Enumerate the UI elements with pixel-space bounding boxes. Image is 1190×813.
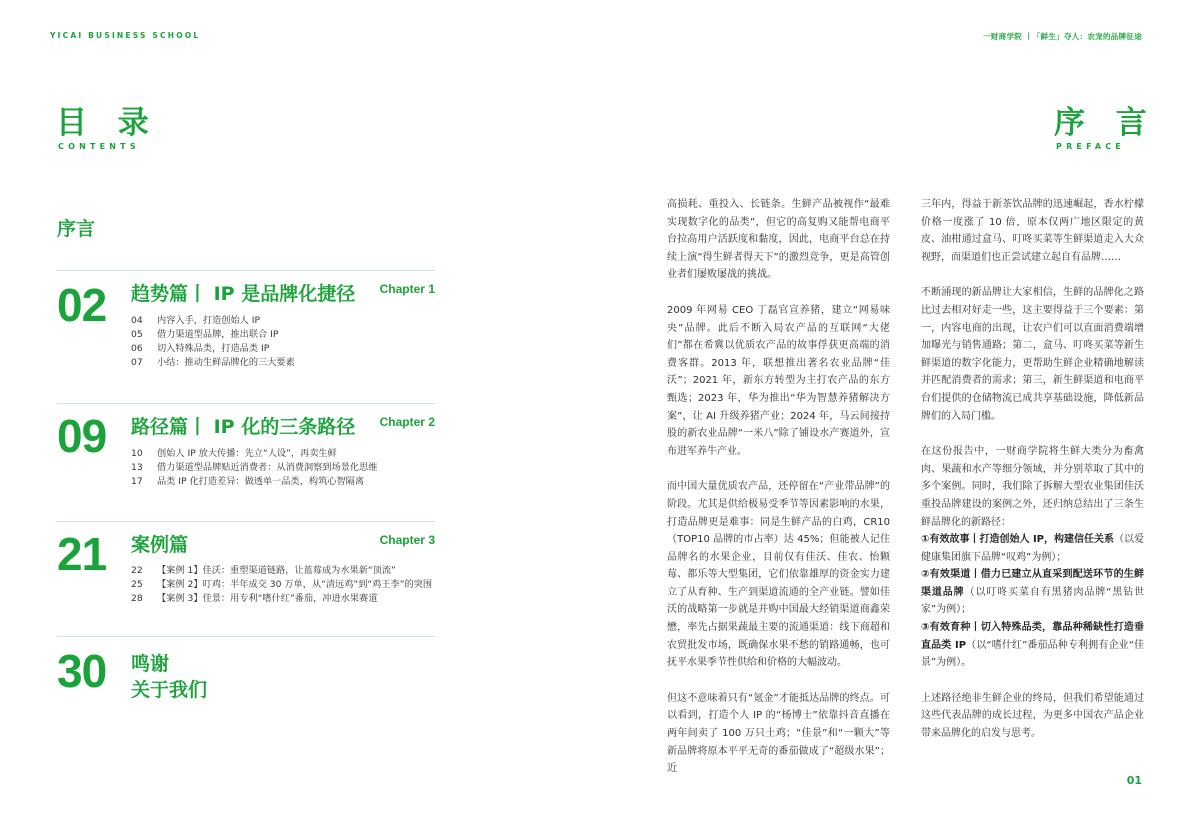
paragraph bbox=[921, 443, 1144, 672]
section-items bbox=[131, 314, 441, 370]
paragraph-text: 在这份报告中，一财商学院将生鲜大类分为畜禽肉、果蔬和水产等细分领域，并分别萃取了其中的多个案例。同时，我们除了拆解大型农业集团佳沃重投品牌建设的案例之外，还归纳总结出了三条生鲜品牌化的新路径： bbox=[921, 446, 1144, 528]
paragraph: 2009 年网易 CEO 丁磊官宣养猪，建立“网易味央”品牌。此后不断入局农产品的互联网“大佬们”都在希冀以优质农产品的故事俘获更高端的消费客群。2013 年，联想推出著名农业品牌“佳沃”；2021 年，新东方转型为主打农产品的东方甄选；2023 年，华为推出“华为智慧养猪解决方案”，让 AI 升级养猪产业；2024 年，马云间接持股的新农业品牌“一米八”除了铺设水产赛道外，宣布进军养牛产业。 bbox=[667, 304, 890, 457]
report-title: 一财商学院 丨「鲜生」夺人：农宠的品牌征途 bbox=[983, 32, 1142, 41]
toc-item[interactable]: 22 【案例 1】佳沃：重塑渠道链路，让蓝莓成为水果新“顶流” bbox=[131, 565, 396, 576]
path-1-note: （以爱健康集团旗下品牌“叹鸡”为例）； bbox=[921, 534, 1144, 563]
section-items bbox=[131, 447, 441, 489]
toc-item[interactable]: 05 借力渠道型品牌，推出联合 IP bbox=[131, 329, 279, 340]
section-title[interactable]: 趋势篇丨 IP 是品牌化捷径 bbox=[131, 283, 356, 305]
paragraph: 三年内，得益于新茶饮品牌的迅速崛起，香水柠檬价格一度涨了 10 倍，原本仅两广地区限定的黄皮、油柑通过盒马、叮咚买菜等生鲜渠道走入大众视野，而渠道们也正尝试建立起自有品牌…… bbox=[921, 199, 1144, 263]
preface-subtitle: PREFACE bbox=[1056, 142, 1125, 151]
paragraph: 上述路径绝非生鲜企业的终局，但我们希望能通过这些代表品牌的成长过程，为更多中国农产品企业带来品牌化的启发与思考。 bbox=[921, 692, 1144, 740]
section-items bbox=[131, 564, 441, 606]
preface-column-2 bbox=[921, 196, 1144, 761]
path-3-heading: ③有效育种丨切入特殊品类，靠品种稀缺性打造垂直品类 IP bbox=[921, 622, 1144, 651]
paragraph: 但这不意味着只有“氪金”才能抵达品牌的终点。可以看到，打造个人 IP 的“杨博士”依靠抖音直播在两年间卖了 100 万只土鸡；“佳景”和“一颗大”等新品牌将原本平平无奇的番茄做成了“超级水果”；近 bbox=[667, 692, 890, 775]
paragraph: 而中国大量优质农产品，还停留在“产业带品牌”的阶段。尤其是供给极易受季节等因素影响的水果，打造品牌更是难事：同是生鲜产品的白鸡，CR10（TOP10 品牌的市占率）达 45%；但能被人记住品牌名的水果企业，目前仅有佳沃、佳农、怡颗莓、都乐等大型集团，它们依靠雄厚的资金实力建立了从育种、生产到渠道流通的全产业链。譬如佳沃的战略第一步就是并购中国最大经销渠道商鑫荣懋，率先占据果蔬最主要的流通渠道：线下商超和农贸批发市场，既确保水果不愁的销路通畅，也可抚平水果季节性供给和价格的大幅波动。 bbox=[667, 481, 890, 669]
section-divider bbox=[57, 403, 435, 404]
paragraph: 高损耗、重投入、长链条。生鲜产品被视作“最难实现数字化的品类”，但它的高复购又能帮电商平台拉高用户活跃度和黏度，因此，电商平台总在持续上演“得生鲜者得天下”的激烈竞争，更是高管创业者们屡败屡战的挑战。 bbox=[667, 199, 890, 281]
brand-label: YICAI BUSINESS SCHOOL bbox=[50, 31, 201, 40]
section-divider bbox=[57, 521, 435, 522]
section-page-number[interactable]: 21 bbox=[57, 528, 107, 580]
section-title[interactable]: 案例篇 bbox=[131, 534, 189, 556]
toc-item[interactable]: 04 内容入手，打造创始人 IP bbox=[131, 315, 261, 326]
toc-section-4 bbox=[57, 636, 435, 706]
toc-item[interactable]: 10 创始人 IP 放大传播：先立“人设”，再卖生鲜 bbox=[131, 448, 337, 459]
section-page-number[interactable]: 02 bbox=[57, 279, 107, 331]
chapter-label: Chapter 3 bbox=[379, 533, 435, 547]
section-title[interactable]: 路径篇丨 IP 化的三条路径 bbox=[131, 416, 356, 438]
preface-title: 序 言 bbox=[1054, 105, 1157, 141]
toc-preface-link[interactable]: 序言 bbox=[57, 218, 96, 240]
path-2-heading: ②有效渠道丨借力已建立从直采到配送环节的生鲜渠道品牌 bbox=[921, 569, 1144, 598]
toc-title: 目 录 bbox=[56, 105, 159, 141]
toc-item[interactable]: 07 小结：推动生鲜品牌化的三大要素 bbox=[131, 357, 295, 368]
toc-item[interactable]: 28 【案例 3】佳景：用专利“嗜什红”番茄，冲进水果赛道 bbox=[131, 593, 378, 604]
toc-section-2 bbox=[57, 403, 435, 503]
toc-section-3 bbox=[57, 521, 435, 621]
toc-section-1 bbox=[57, 270, 435, 380]
section-divider bbox=[57, 636, 435, 637]
section-page-number[interactable]: 09 bbox=[57, 410, 107, 462]
toc-item[interactable]: 13 借力渠道型品牌贴近消费者：从消费洞察到场景化思维 bbox=[131, 462, 378, 473]
path-1-heading: ①有效故事丨打造创始人 IP，构建信任关系 bbox=[921, 534, 1114, 546]
toc-subtitle: CONTENTS bbox=[58, 142, 140, 151]
path-2-note: （以叮咚买菜自有黑猪肉品牌“黑钻世家”为例）； bbox=[921, 586, 1144, 616]
toc-item[interactable]: 06 切入特殊品类，打造品类 IP bbox=[131, 343, 270, 354]
section-divider bbox=[57, 270, 435, 271]
page-number: 01 bbox=[1126, 774, 1142, 787]
paragraph: 不断涌现的新品牌让大家相信，生鲜的品牌化之路比过去相对好走一些，这主要得益于三个要素：第一，内容电商的出现，让农户们可以直面消费端增加曝光与销售通路；第二，盒马、叮咚买菜等新生鲜渠道的数字化能力，更帮助生鲜企业精确地解读并匹配消费者的需求；第三，新生鲜渠道和电商平台们提供的仓储物流已成共享基础设施，降低新品牌们的入局门槛。 bbox=[921, 287, 1144, 422]
path-3-note: （以“嗜什红”番茄品种专利拥有企业“佳景”为例）。 bbox=[921, 639, 1145, 669]
section-title[interactable]: 鸣谢 bbox=[131, 653, 170, 675]
section-title-secondary[interactable]: 关于我们 bbox=[131, 679, 208, 701]
chapter-label: Chapter 2 bbox=[379, 415, 435, 429]
chapter-label: Chapter 1 bbox=[379, 282, 435, 296]
toc-item[interactable]: 17 品类 IP 化打造差异：做透单一品类，构筑心智隔离 bbox=[131, 476, 365, 487]
toc-item[interactable]: 25 【案例 2】叮鸡：半年成交 30 万单，从“清远鸡”到“鸡王李”的突围 bbox=[131, 579, 433, 590]
section-page-number[interactable]: 30 bbox=[57, 645, 107, 697]
preface-column-1 bbox=[667, 196, 890, 796]
